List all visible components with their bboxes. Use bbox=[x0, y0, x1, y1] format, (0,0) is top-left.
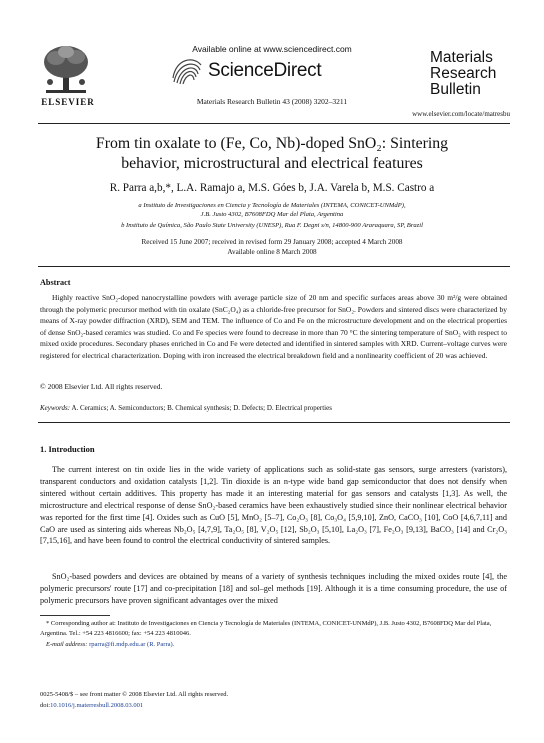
received-dates: Received 15 June 2007; received in revised form 29 January 2008; accepted 4 March 2008 bbox=[141, 238, 403, 246]
header-divider bbox=[38, 123, 510, 124]
article-title bbox=[40, 134, 504, 174]
journal-title-line1: Materials bbox=[430, 49, 493, 66]
doi-link[interactable]: 10.1016/j.materresbull.2008.03.001 bbox=[50, 702, 144, 709]
doi-label: doi: bbox=[40, 702, 51, 709]
abstract-copyright: © 2008 Elsevier Ltd. All rights reserved. bbox=[40, 382, 163, 391]
publisher-logo-label: ELSEVIER bbox=[41, 97, 95, 107]
journal-title-line3: Bulletin bbox=[430, 81, 481, 98]
email-label: E-mail address: bbox=[46, 641, 88, 648]
sciencedirect-swirl-icon bbox=[170, 56, 204, 86]
journal-url[interactable]: www.elsevier.com/locate/matresbu bbox=[412, 110, 510, 118]
abstract-heading: Abstract bbox=[40, 278, 71, 287]
affiliation-a-line1: a Instituto de Investigaciones en Ciencia y Tecnología de Materiales (INTEMA, CONICET-UNMdP), bbox=[138, 202, 406, 209]
abstract-text: Highly reactive SnO₂-doped nanocrystalline powders with average particle size of 20 nm and specific surfaces areas above 30 m²/g were obtained through the polymeric precursor method with tin oxalate (SnC₂O₄) as a chloride-free precursor for SnO₂. Powders and sintered discs were characterized by means of X-ray powder diffraction (XRD), SEM and TEM. The influence of Co and Fe on the microstructure development and on the electrical properties of dense SnO₂-based ceramics was studied. Co and Fe species were found to decrease in more than 70 °C the sintering temperature of SnO₂ with respect to mixed oxide procedures. Secondary phases enriched in Co and Fe were detected and identified in sintered samples with XRD. Current–voltage curves were registered for electrical characterization. Doping with iron increased the electrical breakdown field and a nonlinearity coefficient of 20 was achieved. bbox=[40, 293, 507, 360]
affiliation-b: b Instituto de Química, São Paulo State University (UNESP), Rua F. Degni s/n, 14800-900 Araraquara, SP, Brazil bbox=[121, 222, 423, 229]
sciencedirect-name: ScienceDirect bbox=[208, 60, 322, 81]
article-title-line1: From tin oxalate to (Fe, Co, Nb)-doped SnO₂: Sintering bbox=[95, 135, 449, 152]
intro-paragraph-1: The current interest on tin oxide lies in the wide variety of applications such as solid-state gas sensors, surge arresters (varistors), transparent conductors and oxidation catalysts [1,2]. Tin dioxide is an n-type wide band gap semiconductor that does not densify when sintered without certain additives. This property has made it an interesting material for gas sensors and catalysts [1,3]. As well, the microstructure and electrical response of dense SnO₂-based ceramics have been exhaustively studied since their nonlinear electrical behavior was reported for the first time [4]. Oxides such as CuO [5], MnO₂ [5–7], Co₂O₃ [8], Co₃O₄ [5,9,10], ZnO, CaCO₃ [10], CoO [4,6,7,11] and CaO are used as sintering aids whereas Nb₂O₅ [4,7,9], Ta₂O₅ [8], V₂O₅ [12], Sb₂O₃ [5,10], La₂O₃ [7], Fe₂O₃ [9,13], BaCO₃ [14] and Cr₂O₃ [7,15,16], and have been found to control the electrical conductivity of sintered samples. bbox=[40, 465, 507, 546]
keywords-list: A. Ceramics; A. Semiconductors; B. Chemical synthesis; D. Defects; D. Electrical properties bbox=[71, 404, 332, 412]
sciencedirect-logo bbox=[170, 54, 321, 88]
keywords bbox=[40, 404, 507, 412]
article-title-line2: behavior, microstructural and electrical features bbox=[121, 155, 423, 172]
affiliation-a-line2: J.B. Justo 4302, B7608FDQ Mar del Plata, Argentina bbox=[200, 211, 344, 218]
available-online-text: Available online at www.sciencedirect.com bbox=[192, 44, 352, 54]
available-online-date: Available online 8 March 2008 bbox=[227, 248, 317, 256]
corresponding-author-footnote: * Corresponding author at: Instituto de Investigaciones en Ciencia y Tecnología de Materiales (INTEMA, CONICET-UNMdP), J.B. Justo 4302, B7608FDQ Mar del Plata, Argentina. Tel.: +54 223 4816600; fax: +54 223 4810046. bbox=[40, 620, 492, 637]
abstract-top-divider bbox=[38, 266, 510, 267]
author-list: R. Parra a,b,*, L.A. Ramajo a, M.S. Góes b, J.A. Varela b, M.S. Castro a bbox=[109, 182, 435, 194]
journal-title-line2: Research bbox=[430, 65, 497, 82]
section-heading-introduction: 1. Introduction bbox=[40, 444, 95, 454]
abstract-bottom-divider bbox=[38, 422, 510, 423]
footnote-divider bbox=[40, 615, 110, 616]
journal-title bbox=[430, 50, 510, 98]
email-footnote bbox=[46, 640, 513, 650]
doi-line bbox=[40, 702, 143, 709]
journal-reference: Materials Research Bulletin 43 (2008) 3202–3211 bbox=[196, 97, 348, 106]
keywords-label: Keywords: bbox=[40, 404, 71, 412]
issn-line: 0025-5408/$ – see front matter © 2008 Elsevier Ltd. All rights reserved. bbox=[40, 691, 229, 698]
intro-paragraph-2: SnO₂-based powders and devices are obtained by means of a variety of synthesis techniques including the mixed oxides route [4], the polymeric precursors' route [17] and co-precipitation [18] and sol–gel methods [19]. Although it is a time consuming procedure, the use of polymeric precursors have proven significant advantages over the mixed bbox=[40, 572, 507, 605]
email-link[interactable]: rparra@fi.mdp.edu.ar (R. Parra). bbox=[89, 641, 175, 648]
